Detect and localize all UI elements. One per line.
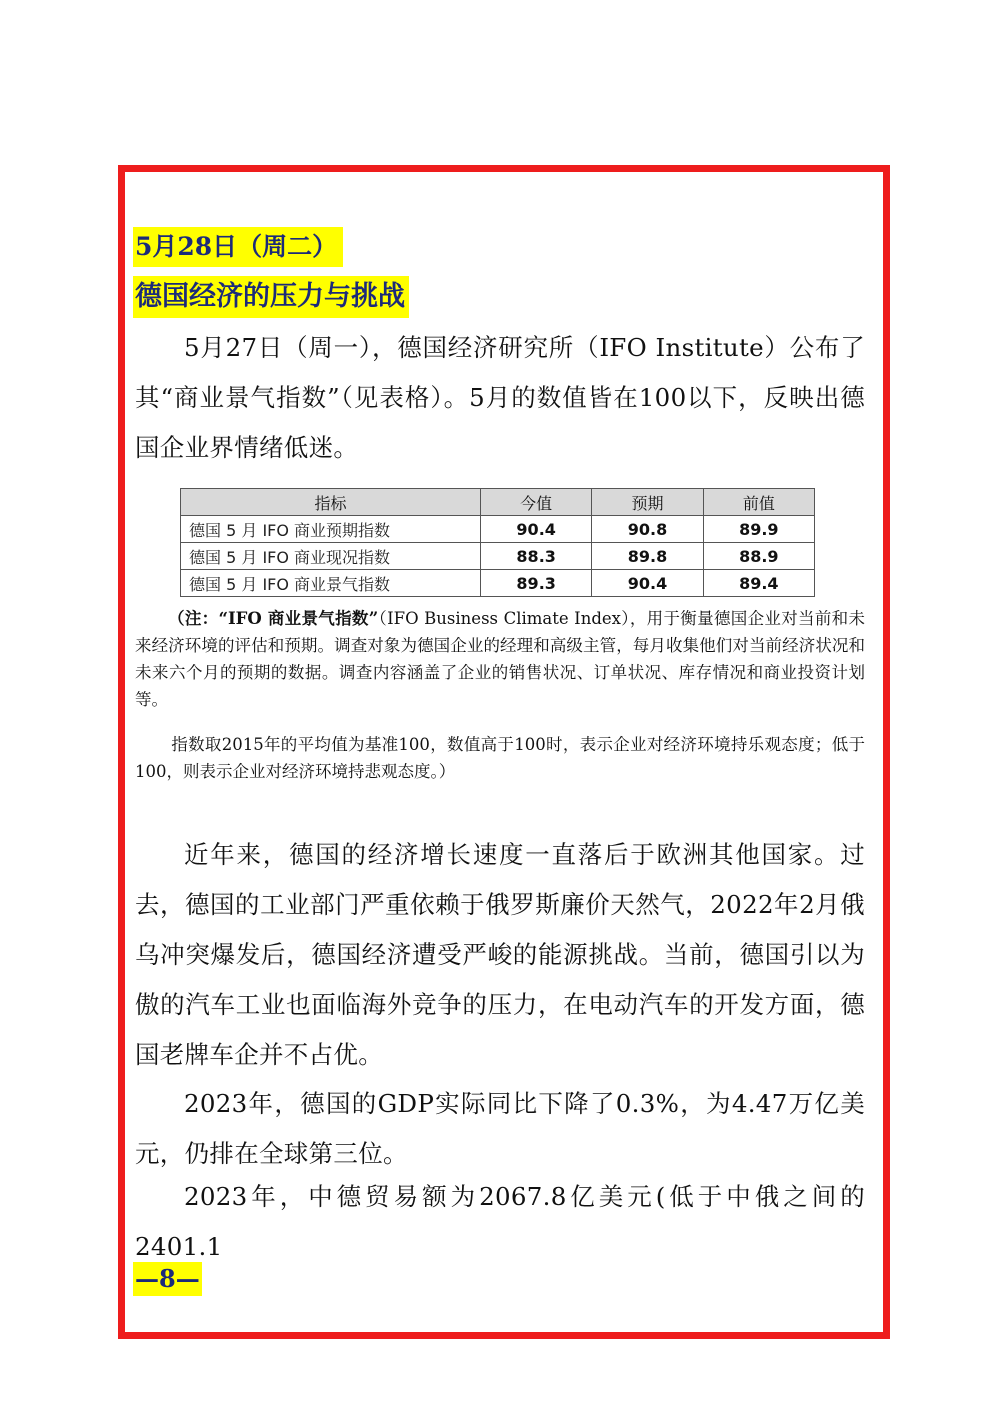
body-paragraph-1: 近年来，德国的经济增长速度一直落后于欧洲其他国家。过去，德国的工业部门严重依赖于俄罗斯廉价天然气，2022年2月俄乌冲突爆发后，德国经济遭受严峻的能源挑战。当前，德国引以为傲的汽车工业也面临海外竞争的压力，在电动汽车的开发方面，德国老牌车企并不占优。 bbox=[135, 840, 865, 1069]
row-previous: 89.9 bbox=[703, 516, 814, 543]
table-row bbox=[181, 516, 815, 543]
row-current: 88.3 bbox=[481, 543, 592, 570]
header-expected: 预期 bbox=[592, 489, 703, 516]
header-previous: 前值 bbox=[703, 489, 814, 516]
row-expected: 90.4 bbox=[592, 570, 703, 597]
row-current: 90.4 bbox=[481, 516, 592, 543]
note-lead: （注：“IFO 商业景气指数” bbox=[168, 609, 379, 628]
row-label: 德国 5 月 IFO 商业景气指数 bbox=[181, 570, 481, 597]
row-current: 89.3 bbox=[481, 570, 592, 597]
row-expected: 90.8 bbox=[592, 516, 703, 543]
row-expected: 89.8 bbox=[592, 543, 703, 570]
table-header-row bbox=[181, 489, 815, 516]
page-number: —8— bbox=[133, 1262, 202, 1296]
table-note bbox=[135, 605, 865, 713]
header-current: 今值 bbox=[481, 489, 592, 516]
ifo-index-table bbox=[180, 488, 815, 597]
note-text: （IFO Business Climate Index），用于衡量德国企业对当前和未来经济环境的评估和预期。调查对象为德国企业的经理和高级主管，每月收集他们对当前经济状况和未来六个月的预期的数据。调查内容涵盖了企业的销售状况、订单状况、库存情况和商业投资计划等。 bbox=[135, 609, 865, 709]
article-title: 德国经济的压力与挑战 bbox=[133, 276, 409, 318]
body-paragraph-3: 2023年，中德贸易额为2067.8亿美元(低于中俄之间的2401.1 bbox=[135, 1182, 865, 1261]
date-heading: 5月28日（周二） bbox=[133, 227, 343, 267]
table-row bbox=[181, 543, 815, 570]
row-label: 德国 5 月 IFO 商业现况指数 bbox=[181, 543, 481, 570]
note-baseline-explanation: 指数取2015年的平均值为基准100，数值高于100时，表示企业对经济环境持乐观态度；低于100，则表示企业对经济环境持悲观态度。） bbox=[135, 735, 865, 781]
row-previous: 88.9 bbox=[703, 543, 814, 570]
row-label: 德国 5 月 IFO 商业预期指数 bbox=[181, 516, 481, 543]
header-indicator: 指标 bbox=[181, 489, 481, 516]
table-row bbox=[181, 570, 815, 597]
body-paragraph-2: 2023年，德国的GDP实际同比下降了0.3%，为4.47万亿美元，仍排在全球第三位。 bbox=[135, 1089, 865, 1168]
intro-paragraph: 5月27日（周一），德国经济研究所（IFO Institute）公布了其“商业景气指数”（见表格）。5月的数值皆在100以下，反映出德国企业界情绪低迷。 bbox=[135, 333, 865, 462]
row-previous: 89.4 bbox=[703, 570, 814, 597]
